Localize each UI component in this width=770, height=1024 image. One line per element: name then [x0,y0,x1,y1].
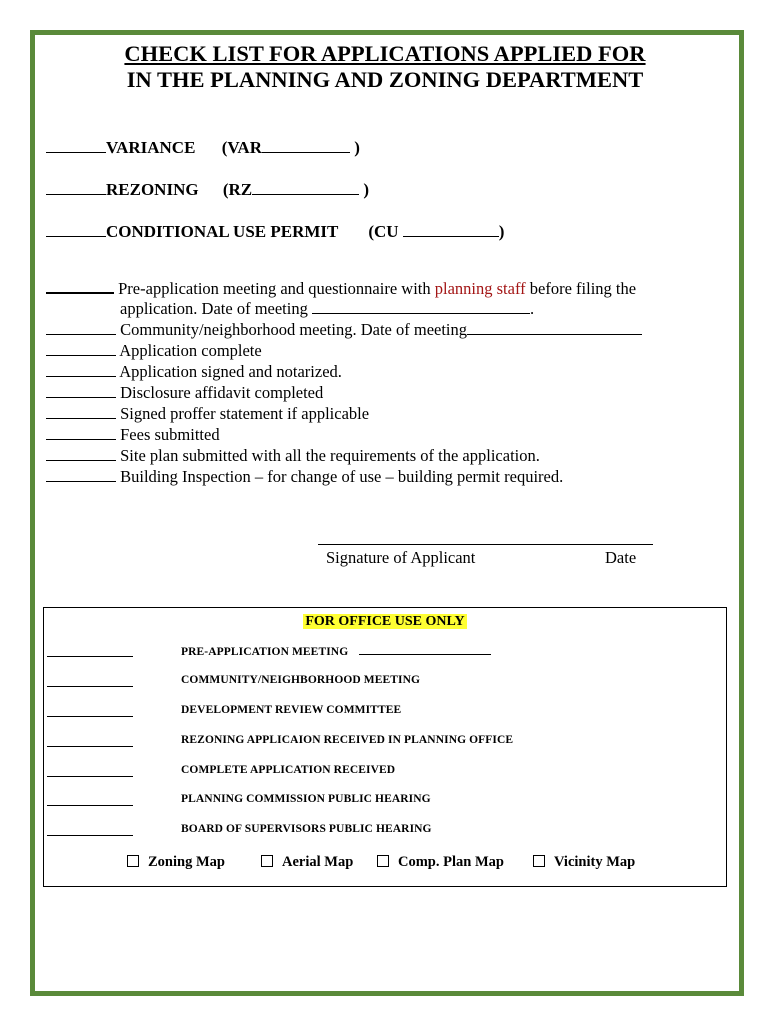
aerial-map-checkbox[interactable] [261,854,353,871]
comp-plan-map-checkbox[interactable] [377,854,504,871]
variance-line [46,137,360,158]
title-line-2: IN THE PLANNING AND ZONING DEPARTMENT [126,67,644,92]
checklist-item [46,361,342,382]
checklist-text: Community/neighborhood meeting. Date of meeting [120,320,468,339]
office-use-title: FOR OFFICE USE ONLY [305,614,465,629]
office-blank[interactable] [47,776,133,777]
pre-application-date-blank[interactable] [359,644,491,655]
variance-code: (VAR [221,138,262,157]
map-label: Comp. Plan Map [398,854,504,870]
checkbox-icon[interactable] [261,855,273,867]
rezoning-close: ) [363,180,370,199]
checklist-text: Pre-application meeting and questionnaire with [118,279,435,298]
planning-staff-text: planning staff [434,279,526,298]
office-title-wrap [0,612,770,630]
checklist-item [46,382,323,403]
title-line-1: CHECK LIST FOR APPLICATIONS APPLIED FOR [124,41,646,66]
map-label: Vicinity Map [554,854,636,870]
community-meeting-date-blank[interactable] [467,319,642,335]
checkbox-icon[interactable] [127,855,139,867]
cup-check-blank[interactable] [46,221,106,237]
checklist-text: Application complete [119,341,262,360]
checklist-text: Building Inspection – for change of use – building permit required. [120,467,564,486]
checklist-text: . [529,299,535,318]
checklist-blank[interactable] [46,361,116,377]
checklist-blank[interactable] [46,445,116,461]
checklist-blank[interactable] [46,466,116,482]
rezoning-code: (RZ [222,180,253,199]
office-blank[interactable] [47,716,133,717]
cup-close: ) [498,222,505,241]
rezoning-number-blank[interactable] [252,179,359,195]
checklist-item [46,340,262,361]
checklist-blank[interactable] [46,340,116,356]
variance-check-blank[interactable] [46,137,106,153]
checkbox-icon[interactable] [533,855,545,867]
rezoning-line [46,179,369,200]
rezoning-check-blank[interactable] [46,179,106,195]
office-row-label: COMPLETE APPLICATION RECEIVED [181,764,396,776]
cup-line [46,221,504,242]
office-row-pre-application [181,644,491,658]
office-blank[interactable] [47,686,133,687]
office-blank[interactable] [47,835,133,836]
signature-date-label: Date [605,548,637,567]
cup-code: (CU [368,222,399,241]
checklist-item-1 [46,277,636,299]
office-row-label: PRE-APPLICATION MEETING [181,646,349,658]
office-blank[interactable] [47,656,133,657]
map-label: Zoning Map [148,854,225,870]
checklist-text: Application signed and notarized. [119,362,342,381]
variance-number-blank[interactable] [262,137,350,153]
cup-number-blank[interactable] [403,221,499,237]
checklist-blank[interactable] [46,382,116,398]
map-label: Aerial Map [282,854,354,870]
checklist-blank[interactable] [46,319,116,335]
variance-close: ) [354,138,360,157]
office-row-label: COMMUNITY/NEIGHBORHOOD MEETING [181,674,421,686]
checklist-item-2 [46,319,642,340]
vicinity-map-checkbox[interactable] [533,854,635,871]
checklist-text: Site plan submitted with all the requirements of the application. [120,446,540,465]
office-row-label: PLANNING COMMISSION PUBLIC HEARING [181,793,431,805]
variance-label: VARIANCE [106,138,196,157]
zoning-map-checkbox[interactable] [127,854,225,871]
office-row-label: BOARD OF SUPERVISORS PUBLIC HEARING [181,823,432,835]
office-row-label: DEVELOPMENT REVIEW COMMITTEE [181,704,402,716]
checklist-blank[interactable] [46,403,116,419]
checklist-blank[interactable] [46,277,114,294]
checklist-text: application. Date of meeting [120,299,308,318]
checklist-item [46,403,369,424]
checklist-blank[interactable] [46,424,116,440]
checklist-text: Disclosure affidavit completed [120,383,324,402]
meeting-date-blank[interactable] [312,298,530,314]
cup-label: CONDITIONAL USE PERMIT [106,222,339,241]
checklist-text: Fees submitted [120,425,220,444]
checklist-text: Signed proffer statement if applicable [120,404,370,423]
office-blank[interactable] [47,805,133,806]
office-blank[interactable] [47,746,133,747]
checklist-text: before filing the [525,279,637,298]
checklist-item [46,466,563,487]
checklist-item [46,424,220,445]
checklist-item-1-line-2 [120,298,534,319]
rezoning-label: REZONING [106,180,199,199]
checkbox-icon[interactable] [377,855,389,867]
office-row-label: REZONING APPLICAION RECEIVED IN PLANNING OFFICE [181,734,514,746]
signature-line[interactable] [318,530,653,545]
checklist-item [46,445,540,466]
signature-applicant-label: Signature of Applicant [326,548,476,567]
